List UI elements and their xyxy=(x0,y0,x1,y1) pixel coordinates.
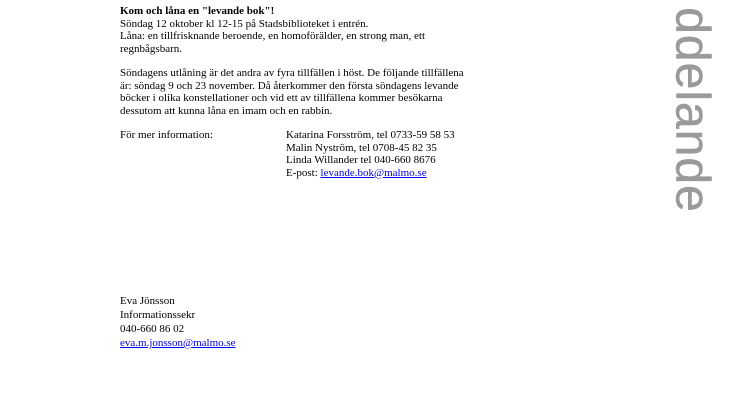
body-paragraph xyxy=(120,67,590,117)
body-line: Söndagens utlåning är det andra av fyra tillfällen i höst. De följande tillfällena xyxy=(120,67,464,79)
document-title: Kom och låna en "levande bok"! xyxy=(120,5,275,17)
intro-line: regnbågsbarn. xyxy=(120,42,183,55)
body-line: böcker i olika konstellationer och vid ett av tillfällena kommer besökarna xyxy=(120,92,443,104)
contact-item: Linda Willander tel 040-660 8676 xyxy=(286,154,436,166)
email-label: E-post: xyxy=(286,166,321,179)
contact-info xyxy=(120,129,590,179)
body-line: dessutom att kunna låna en imam och en rabbin. xyxy=(120,104,333,117)
contact-item: Katarina Forsström, tel 0733-59 58 53 xyxy=(286,129,455,141)
intro-line: Söndag 12 oktober kl 12-15 på Stadsbiblioteket i entrén. xyxy=(120,17,369,30)
signature-phone: 040-660 86 02 xyxy=(120,323,185,335)
signature-block xyxy=(120,294,236,350)
signature-email-link[interactable]: eva.m.jonsson@malmo.se xyxy=(120,337,236,349)
signature-name: Eva Jönsson xyxy=(120,295,175,307)
email-row xyxy=(286,167,455,180)
event-email-link[interactable]: levande.bok@malmo.se xyxy=(320,166,427,179)
info-label: För mer information: xyxy=(120,129,213,141)
body-line: är: söndag 9 och 23 november. Då återkommer den första söndagens levande xyxy=(120,79,459,92)
side-heading: ddelande xyxy=(665,7,719,213)
intro-line: Låna: en tillfrisknande beroende, en homoförälder, en strong man, ett xyxy=(120,30,426,42)
signature-role: Informationssekr xyxy=(120,309,196,321)
contact-item: Malin Nyström, tel 0708-45 82 35 xyxy=(286,141,437,154)
contact-list xyxy=(286,129,455,179)
press-release-body xyxy=(120,5,590,179)
